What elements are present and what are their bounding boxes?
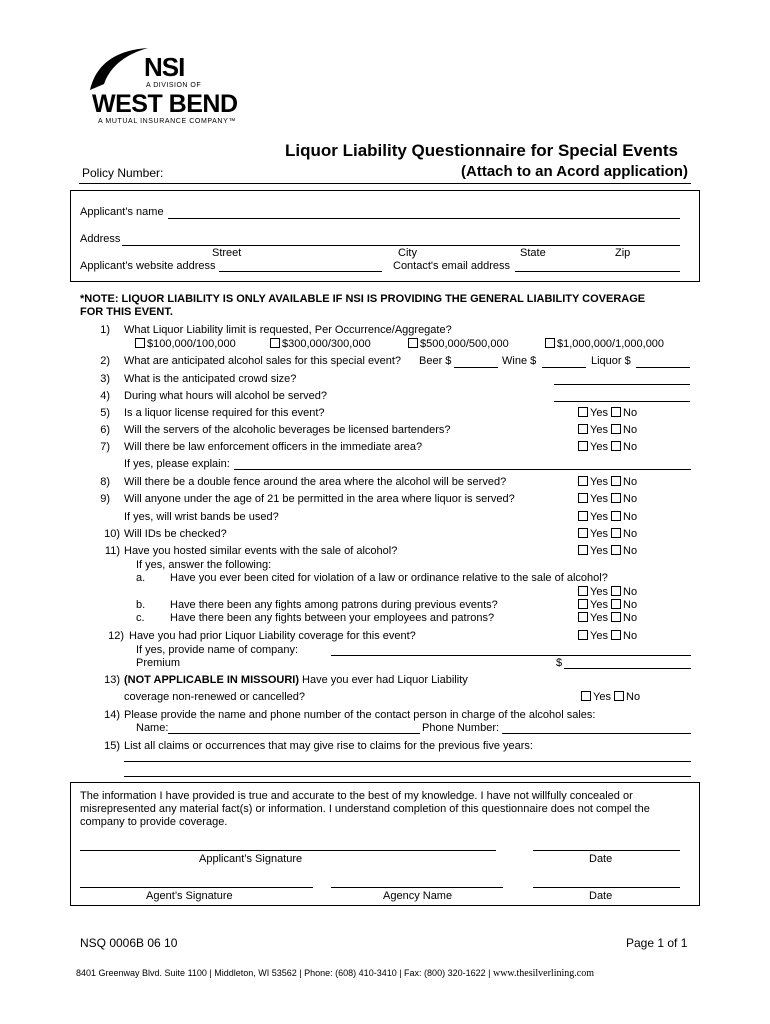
q13-text: (NOT APPLICABLE IN MISSOURI) Have you ever had Liquor Liability <box>124 674 468 686</box>
q1-number: 1) <box>100 324 110 336</box>
q11c-text: Have there been any fights between your employees and patrons? <box>170 612 495 624</box>
q6-yes-no[interactable]: Yes No <box>578 424 637 436</box>
q14-phone-label: Phone Number: <box>422 722 500 734</box>
q12-premium-label: Premium <box>136 657 181 669</box>
q15-number: 15) <box>104 740 120 752</box>
q5-yes-no[interactable]: Yes No <box>578 407 637 419</box>
q10-yes-no[interactable]: Yes No <box>578 528 637 540</box>
q2-beer-field[interactable] <box>454 367 498 368</box>
checkbox-icon[interactable] <box>611 476 621 486</box>
q14-number: 14) <box>104 709 120 721</box>
checkbox-icon[interactable] <box>545 338 555 348</box>
q1-limit-option[interactable]: $300,000/300,000 <box>270 338 371 350</box>
q8-text: Will there be a double fence around the area where the alcohol will be served? <box>124 476 507 488</box>
q11-number: 11) <box>104 545 120 557</box>
form-number: NSQ 0006B 06 10 <box>80 936 178 950</box>
checkbox-icon[interactable] <box>611 493 621 503</box>
q7-explain-field[interactable] <box>234 469 691 470</box>
q9-yes-no[interactable]: Yes No <box>578 493 637 505</box>
applicant-name-field[interactable] <box>168 218 680 219</box>
applicant-signature-field[interactable] <box>80 850 496 851</box>
checkbox-icon[interactable] <box>408 338 418 348</box>
logo-west-bend: WEST BEND <box>92 90 238 118</box>
q12-premium-field[interactable] <box>564 668 691 669</box>
page-title: Liquor Liability Questionnaire for Special Events <box>285 141 678 160</box>
q11-ifyes: If yes, answer the following: <box>136 559 272 571</box>
q13-number: 13) <box>104 674 120 686</box>
street-label: Street <box>212 247 242 259</box>
checkbox-icon[interactable] <box>611 407 621 417</box>
q9-number: 9) <box>100 493 110 505</box>
checkbox-icon[interactable] <box>578 612 588 622</box>
website-field[interactable] <box>219 271 382 272</box>
q6-number: 6) <box>100 424 110 436</box>
footer-website[interactable]: www.thesilverlining.com <box>492 968 594 979</box>
checkbox-icon[interactable] <box>578 586 588 596</box>
agent-signature-field[interactable] <box>80 887 313 888</box>
footer-address: 8401 Greenway Blvd. Suite 1100 | Middleton, WI 53562 | Phone: (608) 410-3410 | Fax: (800) 320-1622 | www.thesilverlining.com <box>76 968 594 979</box>
q13-text-2: coverage non-renewed or cancelled? <box>124 691 306 703</box>
q3-answer-field[interactable] <box>554 384 690 385</box>
q15-text: List all claims or occurrences that may give rise to claims for the previous five years: <box>124 740 533 752</box>
checkbox-icon[interactable] <box>578 528 588 538</box>
q4-number: 4) <box>100 390 110 402</box>
checkbox-icon[interactable] <box>581 691 591 701</box>
q4-answer-field[interactable] <box>554 401 690 402</box>
q5-number: 5) <box>100 407 110 419</box>
checkbox-icon[interactable] <box>578 424 588 434</box>
logo-division: A DIVISION OF <box>146 82 202 89</box>
city-label: City <box>398 247 417 259</box>
checkbox-icon[interactable] <box>135 338 145 348</box>
checkbox-icon[interactable] <box>611 612 621 622</box>
checkbox-icon[interactable] <box>578 493 588 503</box>
q11a-text: Have you ever been cited for violation of a law or ordinance relative to the sale of alcohol? <box>170 572 608 584</box>
applicant-name-label: Applicant’s name <box>80 206 164 218</box>
q7-number: 7) <box>100 441 110 453</box>
agent-date-field[interactable] <box>533 887 680 888</box>
agent-date-label: Date <box>589 890 613 902</box>
q12-number: 12) <box>108 630 124 642</box>
declaration-line-2: misrepresented any material fact(s) or information. I understand completion of this questionnaire does not compel the <box>80 803 650 815</box>
q7-text: Will there be law enforcement officers in the immediate area? <box>124 441 423 453</box>
q15-answer-line[interactable] <box>124 776 691 777</box>
checkbox-icon[interactable] <box>270 338 280 348</box>
checkbox-icon[interactable] <box>611 586 621 596</box>
q14-phone-field[interactable] <box>502 733 691 734</box>
q14-text: Please provide the name and phone number of the contact person in charge of the alcohol sales: <box>124 709 596 721</box>
q14-name-label: Name: <box>136 722 169 734</box>
checkbox-icon[interactable] <box>578 441 588 451</box>
company-logo <box>86 44 266 132</box>
q2-liquor-field[interactable] <box>636 367 690 368</box>
zip-label: Zip <box>615 247 631 259</box>
q15-answer-line[interactable] <box>124 761 691 762</box>
q14-name-field[interactable] <box>168 733 420 734</box>
checkbox-icon[interactable] <box>578 476 588 486</box>
q2-beer-label: Beer $ <box>419 355 452 367</box>
q2-liquor-label: Liquor $ <box>591 355 631 367</box>
q11b-text: Have there been any fights among patrons during previous events? <box>170 599 498 611</box>
agency-name-label: Agency Name <box>383 890 453 902</box>
q1-limit-option[interactable]: $500,000/500,000 <box>408 338 509 350</box>
q3-number: 3) <box>100 373 110 385</box>
applicant-signature-label: Applicant’s Signature <box>199 853 303 865</box>
q2-wine-field[interactable] <box>542 367 586 368</box>
applicant-date-field[interactable] <box>533 850 680 851</box>
q9-text: Will anyone under the age of 21 be permitted in the area where liquor is served? <box>124 493 515 505</box>
q9-sub-text: If yes, will wrist bands be used? <box>124 511 279 523</box>
website-label: Applicant’s website address <box>80 260 216 272</box>
q2-text: What are anticipated alcohol sales for this special event? <box>124 355 401 367</box>
policy-number-label: Policy Number: <box>82 166 164 180</box>
agent-signature-label: Agent’s Signature <box>146 890 233 902</box>
q4-text: During what hours will alcohol be served? <box>124 390 327 402</box>
q10-number: 10) <box>104 528 120 540</box>
checkbox-icon[interactable] <box>611 441 621 451</box>
checkbox-icon[interactable] <box>578 407 588 417</box>
q7-yes-no[interactable]: Yes No <box>578 441 637 453</box>
checkbox-icon[interactable] <box>611 630 621 640</box>
checkbox-icon[interactable] <box>578 511 588 521</box>
checkbox-icon[interactable] <box>578 545 588 555</box>
q9-sub-yes-no[interactable]: Yes No <box>578 511 637 523</box>
state-label: State <box>520 247 546 259</box>
q2-number: 2) <box>100 355 110 367</box>
address-field[interactable] <box>122 245 680 246</box>
q12-dollar-sign: $ <box>556 657 563 669</box>
q2-wine-label: Wine $ <box>502 355 537 367</box>
q11c-label: c. <box>136 612 145 624</box>
note-line-1: *NOTE: LIQUOR LIABILITY IS ONLY AVAILABLE IF NSI IS PROVIDING THE GENERAL LIABILITY COVERAGE <box>80 293 646 305</box>
checkbox-icon[interactable] <box>611 599 621 609</box>
q7-explain-label: If yes, please explain: <box>124 458 230 470</box>
q10-text: Will IDs be checked? <box>124 528 227 540</box>
declaration-line-3: company to provide coverage. <box>80 816 228 828</box>
checkbox-icon[interactable] <box>611 545 621 555</box>
q11-text: Have you hosted similar events with the sale of alcohol? <box>124 545 398 557</box>
q8-yes-no[interactable]: Yes No <box>578 476 637 488</box>
q11b-label: b. <box>136 599 146 611</box>
email-field[interactable] <box>515 271 680 272</box>
q11a-label: a. <box>136 572 146 584</box>
applicant-date-label: Date <box>589 853 613 865</box>
q12-yes-no[interactable]: Yes No <box>578 630 637 642</box>
q12-company-field[interactable] <box>331 655 691 656</box>
checkbox-icon[interactable] <box>578 630 588 640</box>
checkbox-icon[interactable] <box>614 691 624 701</box>
note-line-2: FOR THIS EVENT. <box>80 306 173 318</box>
policy-number-field[interactable] <box>79 183 691 184</box>
q12-text: Have you had prior Liquor Liability coverage for this event? <box>129 630 416 642</box>
q11c-yes-no[interactable]: Yes No <box>578 612 637 624</box>
checkbox-icon[interactable] <box>611 511 621 521</box>
q8-number: 8) <box>100 476 110 488</box>
checkbox-icon[interactable] <box>578 599 588 609</box>
address-label: Address <box>80 233 121 245</box>
q12-provide-label: If yes, provide name of company: <box>136 644 299 656</box>
page-subtitle: (Attach to an Acord application) <box>461 163 688 180</box>
q5-text: Is a liquor license required for this event? <box>124 407 325 419</box>
agency-name-field[interactable] <box>331 887 503 888</box>
logo-nsi: NSI <box>144 52 185 82</box>
page-number: Page 1 of 1 <box>626 936 688 950</box>
q3-text: What is the anticipated crowd size? <box>124 373 297 385</box>
q11-yes-no[interactable]: Yes No <box>578 545 637 557</box>
checkbox-icon[interactable] <box>611 528 621 538</box>
checkbox-icon[interactable] <box>611 424 621 434</box>
declaration-line-1: The information I have provided is true and accurate to the best of my knowledge. I have not willfully concealed or <box>80 790 633 802</box>
q11a-yes-no[interactable]: Yes No <box>578 586 637 598</box>
logo-tagline: A MUTUAL INSURANCE COMPANY™ <box>98 118 236 125</box>
email-label: Contact's email address <box>393 260 511 272</box>
q6-text: Will the servers of the alcoholic beverages be licensed bartenders? <box>124 424 451 436</box>
q11b-yes-no[interactable]: Yes No <box>578 599 637 611</box>
q1-text: What Liquor Liability limit is requested, Per Occurrence/Aggregate? <box>124 324 452 336</box>
q13-yes-no[interactable]: Yes No <box>581 691 640 703</box>
q1-limit-option[interactable]: $100,000/100,000 <box>135 338 236 350</box>
q1-limit-option[interactable]: $1,000,000/1,000,000 <box>545 338 664 350</box>
